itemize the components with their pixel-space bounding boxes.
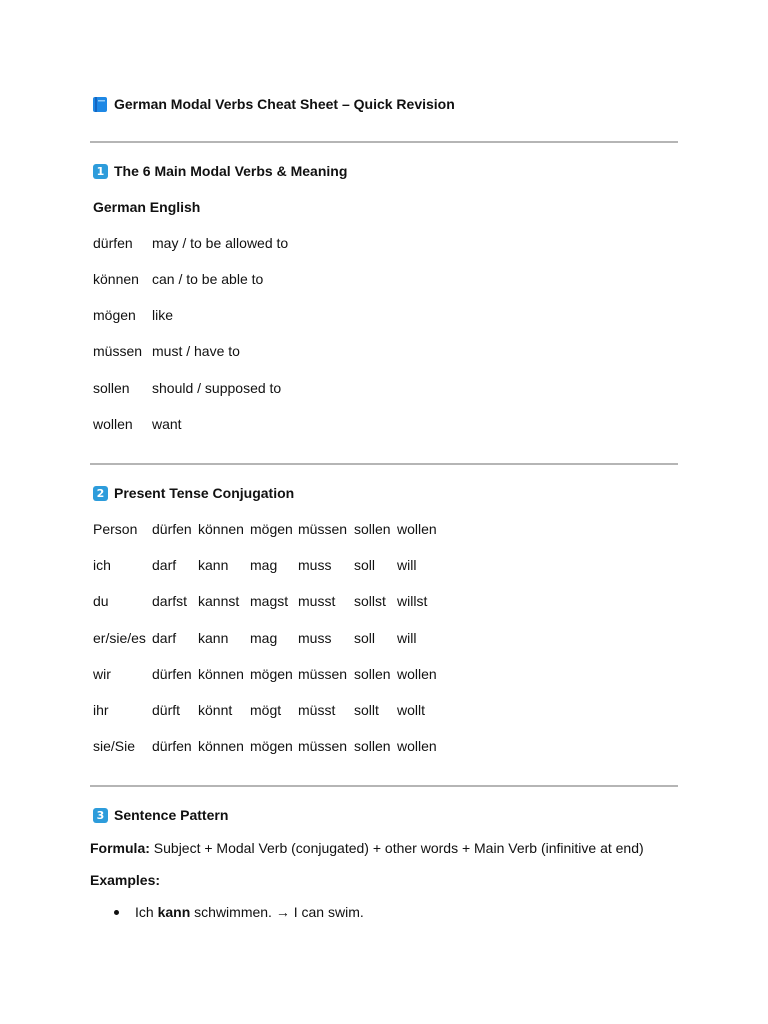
page-title-text: German Modal Verbs Cheat Sheet – Quick Revision bbox=[114, 96, 455, 112]
english-cell: want bbox=[152, 416, 182, 432]
verb-form-cell: willst bbox=[397, 593, 428, 610]
examples-label bbox=[90, 872, 160, 888]
page-title bbox=[93, 96, 455, 112]
verb-form-cell: sollen bbox=[354, 521, 391, 537]
verb-form-cell: müssen bbox=[298, 521, 348, 537]
verb-form-cell: musst bbox=[298, 593, 336, 610]
divider bbox=[90, 141, 678, 143]
verb-form-cell: können bbox=[198, 521, 244, 537]
person-cell: ich bbox=[93, 557, 111, 574]
verb-form-cell: dürfen bbox=[152, 738, 192, 755]
formula-line bbox=[90, 840, 644, 856]
table-header-text: German English bbox=[93, 199, 201, 215]
verb-form-cell: kann bbox=[198, 557, 229, 574]
divider bbox=[90, 785, 678, 787]
number-2-badge-icon: 2 bbox=[93, 486, 108, 501]
person-cell: wir bbox=[93, 665, 111, 682]
formula-text: Subject + Modal Verb (conjugated) + other words + Main Verb (infinitive at end) bbox=[149, 840, 644, 856]
example-text bbox=[135, 904, 364, 920]
number-3-badge-icon: 3 bbox=[93, 808, 108, 823]
section-heading-modal-verbs bbox=[93, 163, 347, 179]
example-pre: Ich bbox=[135, 904, 158, 920]
verb-form-cell: darfst bbox=[152, 593, 188, 610]
blue-book-icon bbox=[93, 97, 107, 112]
verb-form-cell: darf bbox=[152, 629, 177, 646]
english-cell: can / to be able to bbox=[152, 271, 264, 287]
german-cell: müssen bbox=[93, 343, 143, 359]
verb-form-cell: wollt bbox=[397, 702, 426, 718]
verb-form-cell: mag bbox=[250, 629, 278, 646]
verb-form-cell: mögen bbox=[250, 665, 293, 682]
person-cell: du bbox=[93, 593, 109, 610]
verb-form-cell: dürfen bbox=[152, 665, 192, 682]
section-heading-text: The 6 Main Modal Verbs & Meaning bbox=[114, 163, 348, 179]
verb-form-cell: soll bbox=[354, 557, 376, 574]
person-cell: ihr bbox=[93, 702, 109, 718]
english-cell: must / have to bbox=[152, 343, 240, 359]
number-1-badge-icon: 1 bbox=[93, 164, 108, 179]
verb-form-cell: muss bbox=[298, 557, 332, 574]
german-cell: sollen bbox=[93, 380, 130, 396]
section-heading-text: Sentence Pattern bbox=[114, 807, 229, 823]
verb-form-cell: muss bbox=[298, 629, 332, 646]
verb-form-cell: dürfen bbox=[152, 521, 192, 537]
verb-form-cell: müssen bbox=[298, 738, 348, 755]
verb-form-cell: magst bbox=[250, 593, 289, 610]
verb-form-cell: will bbox=[397, 629, 417, 646]
verb-form-cell: mögen bbox=[250, 738, 293, 755]
verb-form-cell: mögt bbox=[250, 702, 282, 718]
verb-form-cell: darf bbox=[152, 557, 177, 574]
verb-form-cell: sollen bbox=[354, 665, 391, 682]
example-post: schwimmen. → I can swim. bbox=[190, 904, 364, 920]
verb-form-cell: dürft bbox=[152, 702, 181, 718]
verb-form-cell: sollt bbox=[354, 702, 379, 718]
english-cell: like bbox=[152, 307, 174, 323]
verb-form-cell: sollen bbox=[354, 738, 391, 755]
section-heading-conjugation bbox=[93, 485, 294, 501]
verb-form-cell: will bbox=[397, 557, 417, 574]
person-cell: Person bbox=[93, 521, 138, 537]
table-header bbox=[93, 199, 200, 215]
example-modal-verb: kann bbox=[157, 904, 191, 920]
person-cell: sie/Sie bbox=[93, 738, 136, 755]
examples-label-text: Examples: bbox=[90, 872, 161, 888]
english-cell: should / supposed to bbox=[152, 380, 282, 396]
german-cell: wollen bbox=[93, 416, 133, 432]
verb-form-cell: kann bbox=[198, 629, 229, 646]
verb-form-cell: wollen bbox=[397, 665, 437, 682]
verb-form-cell: können bbox=[198, 738, 244, 755]
verb-form-cell: wollen bbox=[397, 521, 437, 537]
verb-form-cell: soll bbox=[354, 629, 376, 646]
bullet-icon bbox=[114, 910, 119, 915]
person-cell: er/sie/es bbox=[93, 629, 146, 646]
verb-form-cell: sollst bbox=[354, 593, 386, 610]
verb-form-cell: könnt bbox=[198, 702, 233, 718]
verb-form-cell: mag bbox=[250, 557, 278, 574]
german-cell: dürfen bbox=[93, 235, 133, 251]
english-cell: may / to be allowed to bbox=[152, 235, 289, 251]
section-heading-text: Present Tense Conjugation bbox=[114, 485, 295, 501]
german-cell: können bbox=[93, 271, 139, 287]
verb-form-cell: wollen bbox=[397, 738, 437, 755]
verb-form-cell: kannst bbox=[198, 593, 240, 610]
divider bbox=[90, 463, 678, 465]
section-heading-sentence-pattern bbox=[93, 807, 228, 823]
formula-label: Formula: bbox=[90, 840, 150, 856]
verb-form-cell: müsst bbox=[298, 702, 336, 718]
verb-form-cell: müssen bbox=[298, 665, 348, 682]
german-cell: mögen bbox=[93, 307, 136, 323]
verb-form-cell: mögen bbox=[250, 521, 293, 537]
verb-form-cell: können bbox=[198, 665, 244, 682]
